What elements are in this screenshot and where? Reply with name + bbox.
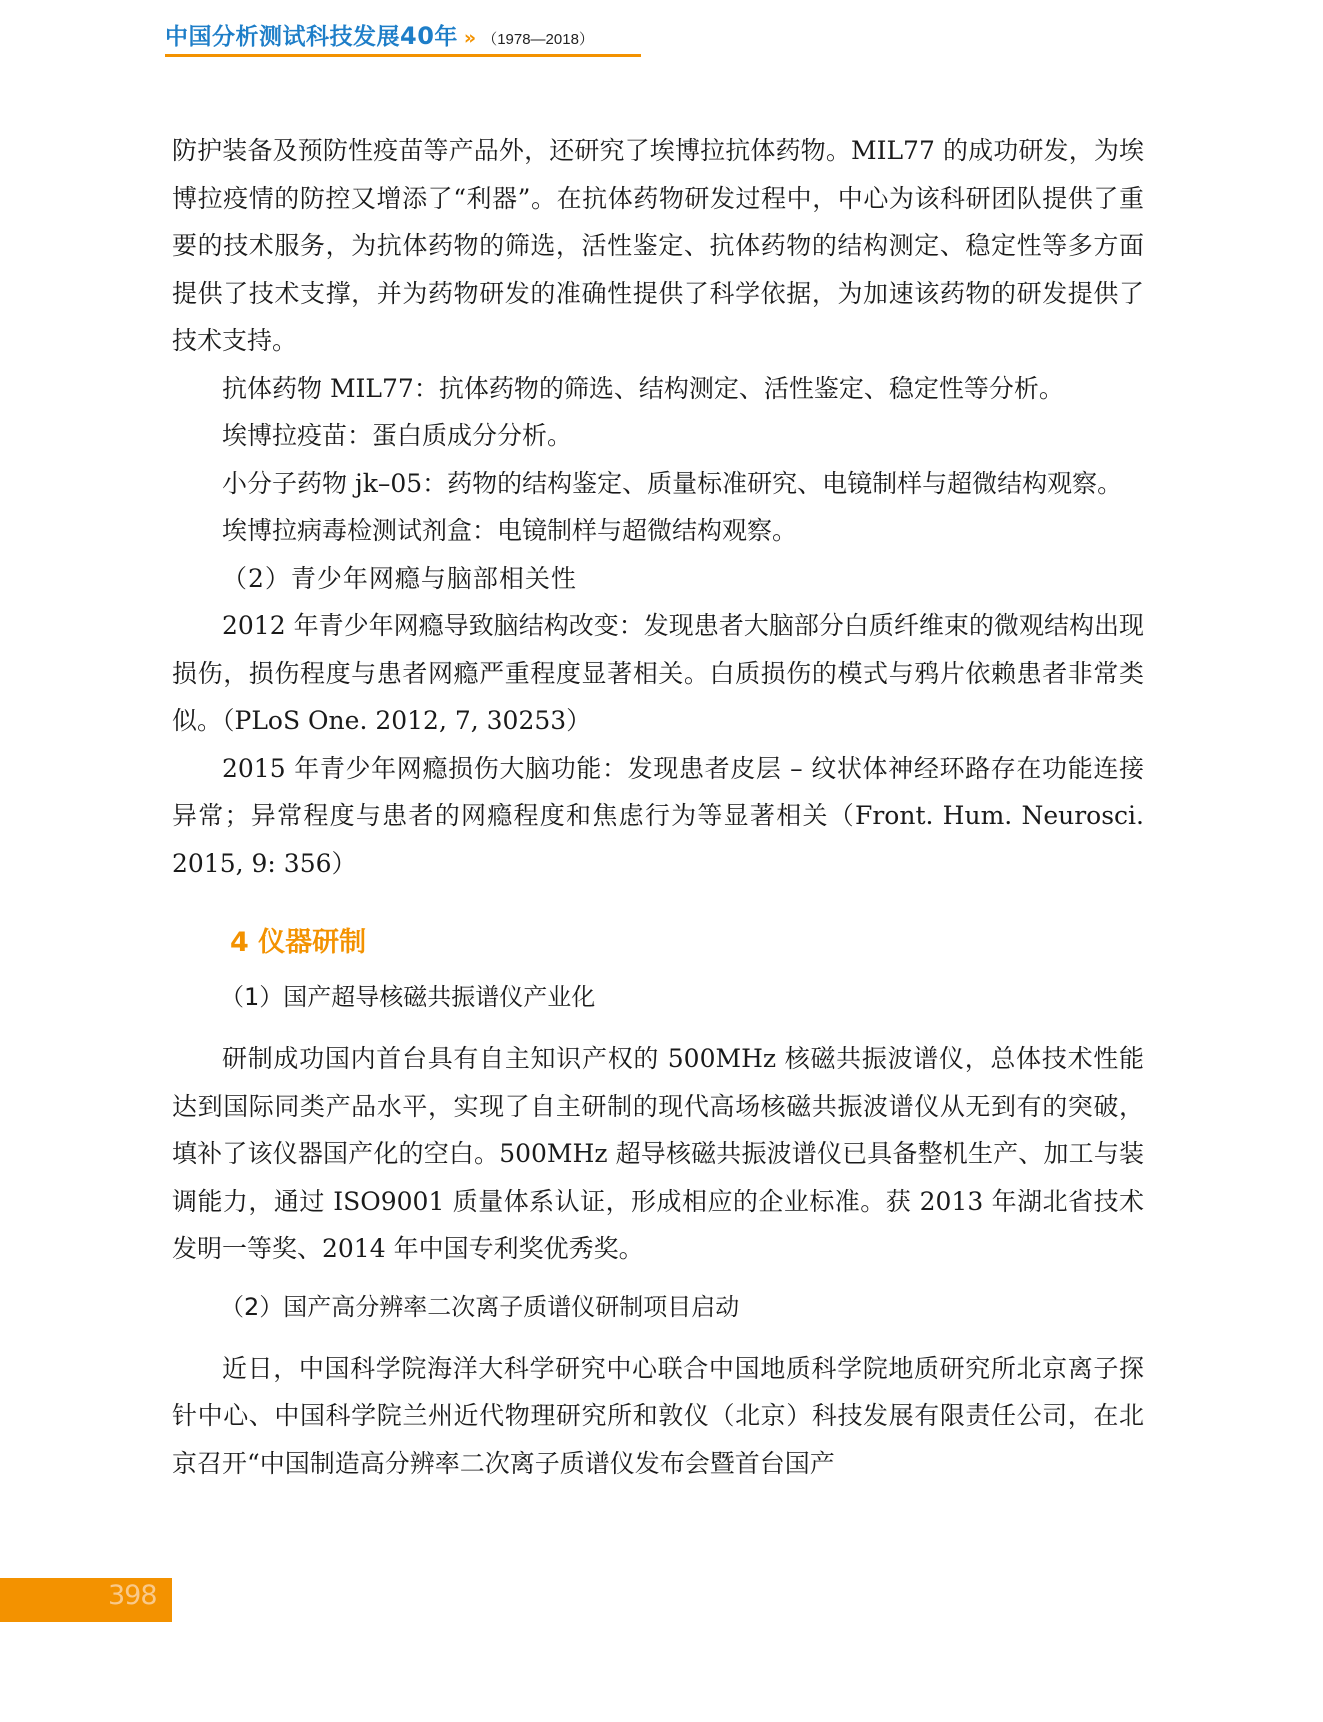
subheading-sims: （2）国产高分辨率二次离子质谱仪研制项目启动 bbox=[220, 1292, 740, 1321]
subheading-internet-addiction: （2）青少年网瘾与脑部相关性 bbox=[222, 563, 577, 593]
page-number: 398 bbox=[108, 1580, 157, 1611]
subheading-nmr: （1）国产超导核磁共振谱仪产业化 bbox=[220, 983, 596, 1011]
paragraph-2012-study: 2012 年青少年网瘾导致脑结构改变：发现患者大脑部分白质纤维束的微观结构出现损伤，损伤程度与患者网瘾严重程度显著相关。白质损伤的模式与鸦片依赖患者非常类似。（PLoS One. 2012, 7, 30253） bbox=[172, 611, 1144, 735]
running-header bbox=[165, 18, 594, 58]
book-title: 中国分析测试科技发展40年 bbox=[165, 22, 458, 50]
paragraph-ebola-vaccine: 埃博拉疫苗：蛋白质成分分析。 bbox=[222, 421, 573, 450]
page-body bbox=[172, 127, 1144, 1487]
chevron-right-icon: » bbox=[463, 27, 477, 49]
paragraph-nmr: 研制成功国内首台具有自主知识产权的 500MHz 核磁共振波谱仪，总体技术性能达到国际同类产品水平，实现了自主研制的现代高场核磁共振波谱仪从无到有的突破，填补了该仪器国产化的空白。500MHz 超导核磁共振波谱仪已具备整机生产、加工与装调能力，通过 ISO9001 质量体系认证，形成相应的企业标准。获 2013 年湖北省技术发明一等奖、2014 年中国专利奖优秀奖。 bbox=[172, 1044, 1144, 1263]
header-divider bbox=[165, 54, 641, 57]
paragraph-test-kit: 埃博拉病毒检测试剂盒：电镜制样与超微结构观察。 bbox=[222, 516, 798, 545]
paragraph-sims: 近日，中国科学院海洋大科学研究中心联合中国地质科学院地质研究所北京离子探针中心、中国科学院兰州近代物理研究所和敦仪（北京）科技发展有限责任公司，在北京召开“中国制造高分辨率二次离子质谱仪发布会暨首台国产 bbox=[172, 1353, 1144, 1478]
paragraph-jk05: 小分子药物 jk–05：药物的结构鉴定、质量标准研究、电镜制样与超微结构观察。 bbox=[222, 468, 1123, 498]
paragraph-mil77: 抗体药物 MIL77：抗体药物的筛选、结构测定、活性鉴定、稳定性等分析。 bbox=[222, 373, 1064, 403]
section-heading-instruments: 4 仪器研制 bbox=[230, 927, 367, 958]
year-range: （1978—2018） bbox=[482, 31, 594, 48]
paragraph-ebola-antibody: 防护装备及预防性疫苗等产品外，还研究了埃博拉抗体药物。MIL77 的成功研发，为埃博拉疫情的防控又增添了“利器”。在抗体药物研发过程中，中心为该科研团队提供了重要的技术服务，为抗体药物的筛选，活性鉴定、抗体药物的结构测定、稳定性等多方面提供了技术支撑，并为药物研发的准确性提供了科学依据，为加速该药物的研发提供了技术支持。 bbox=[172, 136, 1144, 355]
paragraph-2015-study: 2015 年青少年网瘾损伤大脑功能：发现患者皮层 – 纹状体神经环路存在功能连接异常；异常程度与患者的网瘾程度和焦虑行为等显著相关（Front. Hum. Neurosci. 2015, 9: 356） bbox=[172, 753, 1144, 878]
